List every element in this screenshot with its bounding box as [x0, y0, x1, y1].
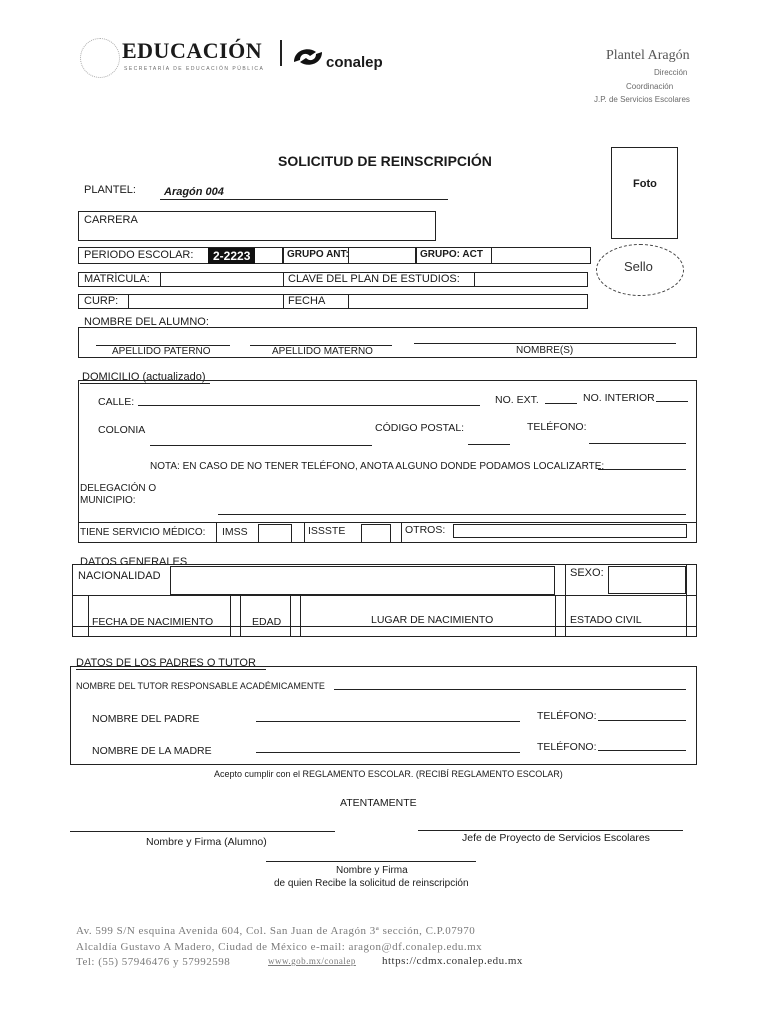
domicilio-label: DOMICILIO (actualizado)	[82, 371, 206, 383]
padre-label: NOMBRE DEL PADRE	[92, 713, 200, 725]
grupo-ant-divider	[348, 247, 349, 264]
datos-generales-label: DATOS GENERALES	[80, 556, 188, 568]
no-ext-line[interactable]	[545, 403, 577, 404]
periodo-value: 2-2223	[208, 248, 255, 264]
datos-padres-label: DATOS DE LOS PADRES O TUTOR	[76, 657, 256, 669]
servicio-divider-3	[401, 522, 402, 543]
servicio-divider-2	[304, 522, 305, 543]
no-int-line[interactable]	[656, 401, 688, 402]
nacionalidad-label: NACIONALIDAD	[78, 570, 161, 582]
telefono-label: TELÉFONO:	[527, 421, 587, 433]
imss-checkbox[interactable]	[258, 524, 292, 543]
padre-telefono-line[interactable]	[598, 720, 686, 721]
plantel-label: PLANTEL:	[84, 184, 136, 196]
firma-recibe-label-2: de quien Recibe la solicitud de reinscripción	[274, 878, 469, 889]
matricula-label: MATRÍCULA:	[84, 273, 150, 285]
madre-label: NOMBRE DE LA MADRE	[92, 745, 212, 757]
plantel-line	[160, 199, 448, 200]
nombres-label: NOMBRE(S)	[516, 345, 574, 356]
carrera-label: CARRERA	[84, 214, 138, 226]
conalep-logo-icon	[290, 44, 326, 75]
no-ext-label: NO. EXT.	[495, 394, 539, 406]
sep-seal	[80, 38, 120, 78]
footer-address-1: Av. 599 S/N esquina Avenida 604, Col. San Juan de Aragón 3ª sección, C.P.07970	[76, 925, 476, 937]
educacion-logo: EDUCACIÓN	[122, 38, 263, 63]
clave-plan-label: CLAVE DEL PLAN DE ESTUDIOS:	[288, 273, 460, 285]
apellido-paterno-label: APELLIDO PATERNO	[112, 346, 211, 357]
imss-label: IMSS	[222, 526, 248, 538]
sexo-label: SEXO:	[570, 567, 604, 579]
acepto-text: Acepto cumplir con el REGLAMENTO ESCOLAR. (RECIBÍ REGLAMENTO ESCOLAR)	[214, 769, 563, 779]
padre-line[interactable]	[256, 721, 520, 722]
plantel-value[interactable]: Aragón 004	[164, 186, 224, 198]
municipio-label: MUNICIPIO:	[80, 495, 136, 506]
telefono-line[interactable]	[589, 443, 686, 444]
nota-label: NOTA: EN CASO DE NO TENER TELÉFONO, ANOTA ALGUNO DONDE PODAMOS LOCALIZARTE:	[150, 461, 605, 472]
form-title: SOLICITUD DE REINSCRIPCIÓN	[278, 153, 492, 169]
footer-gob-link[interactable]: www.gob.mx/conalep	[268, 956, 356, 966]
photo-box[interactable]	[611, 147, 678, 239]
conalep-text: conalep	[326, 54, 383, 71]
fecha-nac-divider-1	[88, 595, 89, 637]
padre-telefono-label: TELÉFONO:	[537, 710, 597, 722]
delegacion-label: DELEGACIÓN O	[80, 483, 157, 494]
fecha-divider	[348, 294, 349, 309]
servicio-divider-1	[216, 522, 217, 543]
colonia-line[interactable]	[150, 445, 372, 446]
nombres-line	[414, 343, 676, 344]
otros-label: OTROS:	[405, 524, 446, 536]
issste-checkbox[interactable]	[361, 524, 391, 543]
header-line-2: Coordinación	[626, 82, 674, 91]
no-int-label: NO. INTERIOR	[583, 392, 655, 404]
firma-jefe-line[interactable]	[418, 830, 683, 831]
fecha-nac-divider-3	[240, 595, 241, 637]
matricula-divider-1	[160, 272, 161, 287]
firma-alumno-label: Nombre y Firma (Alumno)	[146, 836, 267, 848]
nacionalidad-field[interactable]	[170, 566, 555, 595]
header-line-3: J.P. de Servicios Escolares	[594, 95, 690, 104]
header-line-1: Dirección	[654, 68, 688, 77]
madre-telefono-label: TELÉFONO:	[537, 741, 597, 753]
sello-label: Sello	[624, 259, 653, 274]
servicio-top-line	[78, 522, 697, 523]
footer-web-link[interactable]: https://cdmx.conalep.edu.mx	[382, 955, 523, 967]
calle-line[interactable]	[138, 405, 480, 406]
header-divider	[280, 40, 282, 66]
colonia-label: COLONIA	[98, 424, 146, 436]
calle-label: CALLE:	[98, 396, 135, 408]
firma-recibe-label-1: Nombre y Firma	[336, 865, 408, 876]
curp-divider-2	[283, 294, 284, 309]
cp-label: CÓDIGO POSTAL:	[375, 422, 465, 434]
photo-label: Foto	[633, 178, 657, 190]
edad-divider-1	[290, 595, 291, 637]
fecha-nac-divider-2	[230, 595, 231, 637]
footer-address-2: Alcaldía Gustavo A Madero, Ciudad de México e-mail: aragon@df.conalep.edu.mx	[76, 941, 483, 953]
datos-mid-line	[72, 595, 697, 596]
estado-civil-label: ESTADO CIVIL	[570, 614, 642, 626]
firma-alumno-line[interactable]	[70, 831, 335, 832]
lugar-divider	[555, 595, 556, 637]
otros-field[interactable]	[453, 524, 687, 538]
atentamente: ATENTAMENTE	[340, 797, 417, 809]
madre-telefono-line[interactable]	[598, 750, 686, 751]
sep-subtitle: SECRETARÍA DE EDUCACIÓN PÚBLICA	[124, 66, 265, 72]
nota-line[interactable]	[598, 469, 686, 470]
curp-box[interactable]	[78, 294, 588, 309]
jefe-label: Jefe de Proyecto de Servicios Escolares	[462, 832, 650, 844]
clave-plan-divider	[474, 272, 475, 287]
edad-label: EDAD	[252, 616, 282, 628]
footer-phone: Tel: (55) 57946476 y 57992598	[76, 956, 231, 968]
periodo-label: PERIODO ESCOLAR:	[84, 249, 194, 261]
grupo-ant-label: GRUPO ANT:	[287, 249, 349, 260]
matricula-divider-2	[283, 272, 284, 287]
fecha-label: FECHA	[288, 295, 326, 307]
tutor-label: NOMBRE DEL TUTOR RESPONSABLE ACADÉMICAMENTE	[76, 681, 325, 691]
plantel-header: Plantel Aragón	[606, 48, 690, 63]
grupo-act-label: GRUPO: ACT	[420, 249, 483, 260]
apellido-materno-label: APELLIDO MATERNO	[272, 346, 373, 357]
municipio-line[interactable]	[218, 514, 686, 515]
grupo-act-divider	[491, 247, 492, 264]
issste-label: ISSSTE	[308, 525, 346, 537]
curp-divider-1	[128, 294, 129, 309]
tutor-line[interactable]	[334, 689, 686, 690]
servicio-medico-label: TIENE SERVICIO MÉDICO:	[80, 527, 206, 538]
fecha-nac-label: FECHA DE NACIMIENTO	[92, 616, 214, 628]
sexo-field[interactable]	[608, 566, 686, 594]
lugar-nac-label: LUGAR DE NACIMIENTO	[371, 614, 494, 626]
madre-line[interactable]	[256, 752, 520, 753]
cp-line[interactable]	[468, 444, 510, 445]
curp-label: CURP:	[84, 295, 119, 307]
edad-divider-2	[300, 595, 301, 637]
nombre-alumno-label: NOMBRE DEL ALUMNO:	[84, 316, 209, 328]
firma-recibe-line[interactable]	[266, 861, 476, 862]
